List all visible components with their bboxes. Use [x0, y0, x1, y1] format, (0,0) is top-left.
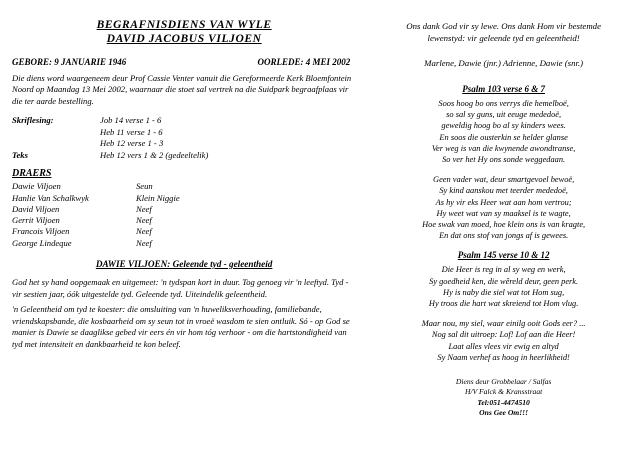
pallbearer-name: Hanlie Van Schalkwyk [12, 192, 89, 203]
verse-line: Die Heer is reg in al sy weg en werk, [441, 265, 566, 275]
verse-line: As hy vir eks Heer wat aan hom vertrou; [435, 197, 572, 207]
verse-line: Geen vader wat, deur smartgevoel bewoë, [433, 175, 575, 185]
birth-date: GEBORE: 9 JANUARIE 1946 [12, 57, 127, 67]
funeral-home-address: H/V Falck & Kransstraat [464, 387, 543, 397]
psalm-heading-1: Psalm 103 verse 6 & 7 [462, 84, 545, 94]
verse-line: Soos hoog bo ons verrys die hemelboë, [438, 99, 569, 108]
thanks-line-2: lewenstyd: vir geleende tyd en geleentheid! [427, 33, 580, 43]
verse-line: Nog sal dit uitroep: Lof! Lof aan die Heer! [431, 330, 576, 340]
funeral-home-block [376, 377, 631, 419]
reading-row [12, 127, 356, 139]
reading-label: Skriflesing: [12, 115, 54, 126]
verse-line: Hy weet wat van sy maaksel is te wagte, [436, 208, 571, 218]
thanks-line-1: Ons dank God vir sy lewe. Ons dank Hom vir bestemde [406, 21, 601, 31]
page-title-line1: BEGRAFNISDIENS VAN WYLE [96, 19, 272, 31]
pallbearer-name: Dawie Viljoen [12, 181, 61, 192]
verse-line: Ver weg is van die kwynende awondtranse, [431, 143, 576, 153]
verse-line: geweldig hoog bo al sy kinders wees. [441, 121, 566, 131]
page-title-line2: DAVID JACOBUS VILJOEN [106, 33, 262, 45]
psalm-heading-2: Psalm 145 verse 10 & 12 [457, 250, 550, 261]
pallbearer-relation: Neef [136, 203, 152, 214]
reading-label: Teks [12, 149, 28, 160]
service-intro-paragraph: Die diens word waargeneem deur Prof Cassie Venter vanuit die Gereformeerde Kerk Bloemfontein Noord op Maandag 13 Mei 2002, waarnaar die stoet sal vertrek na die Suidpark begraafplaas vir die ter aarde bestelling. [12, 73, 352, 106]
reading-row [12, 138, 356, 150]
title-block [12, 18, 356, 47]
verse-line: Maar nou, my siel, waar einilg ooit Gods eer? ... [421, 319, 586, 329]
tribute-paragraph-1: God het sy hand oopgemaak en uitgemeet: 'n tydspan kort in duur. Tog genoeg vir 'n leeftyd. Tyd - vir sestien jaar, óók uitgestelde tyd. Geleende tyd. Uiteindelik geleentheid. [12, 277, 349, 299]
list-item [12, 181, 356, 192]
pallbearer-relation: Neef [136, 215, 152, 226]
list-item [12, 238, 356, 249]
tribute-heading: DAWIE VILJOEN: Geleende tyd - geleentheid [95, 259, 273, 269]
verse-line: Sy Naam verhef as hoog in heerlikheid! [437, 352, 570, 362]
list-item [12, 215, 356, 226]
list-item [12, 193, 356, 204]
reading-label [12, 138, 76, 150]
list-item [12, 226, 356, 237]
reading-reference: Heb 11 verse 1 - 6 [100, 126, 163, 137]
pallbearer-name: Gerrit Viljoen [12, 215, 60, 226]
thanks-block [376, 20, 631, 44]
funeral-home-phone: Tel:051-4474510 [477, 397, 530, 407]
pallbearer-relation: Neef [136, 237, 152, 248]
verse-line: Laat alles vlees vir ewig en altyd [448, 341, 559, 351]
verse-line: so sal sy guns, uit eeuge mededoë, [446, 110, 562, 120]
reading-reference: Job 14 verse 1 - 6 [100, 115, 162, 126]
verse-line: Sy goedheid ken, die wêreld deur, geen perk. [429, 276, 579, 286]
reading-reference: Heb 12 verse 1 - 3 [100, 138, 164, 149]
verse-line: En soos die ousterkin se helder glanse [439, 132, 568, 142]
verse-line: So ver het Hy ons sonde weggedaan. [442, 155, 566, 165]
scripture-readings [12, 115, 356, 161]
list-item [12, 204, 356, 215]
tribute-paragraph-2: 'n Geleentheid om tyd te koester: die omsluiting van 'n huweliksverhouding, familiebande, vriendskapsbande, die kosbaarheid om sy seun tot in vroeë wasdom te sien ontluik. Só - op God se manier is Dawie se daaglikse gebed vir eers én vir hom tóg verhoor - om die hartstondigheid van tyd met intensiteit en dankbaarheid te kon beleef. [12, 304, 350, 349]
reading-row [12, 150, 356, 162]
reading-row [12, 115, 356, 127]
pallbearers-heading: DRAERS [12, 168, 52, 180]
verse-line: Hy troos die hart wat skreiend tot Hom vlug. [428, 299, 579, 309]
verse-line: Hy is naby die siel wat tot Hom sug, [443, 287, 565, 297]
psalm-verse-4 [376, 318, 631, 363]
left-column [12, 10, 362, 447]
pallbearers-list [12, 181, 356, 249]
reading-label [12, 127, 76, 139]
verse-line: Hoe swak van moed, hoe klein ons is van kragte, [422, 220, 586, 230]
dates-line [12, 57, 356, 67]
pallbearer-name: Francois Viljoen [12, 226, 70, 237]
pallbearer-relation: Klein Niggie [136, 192, 180, 203]
pallbearer-name: David Viljoen [12, 203, 60, 214]
psalm-verse-1 [376, 98, 631, 165]
verse-line: Sy kind aanskou met teerder mededoë, [439, 186, 568, 196]
funeral-home-slogan: Ons Gee Om!!! [479, 408, 529, 418]
pallbearer-relation: Neef [136, 226, 152, 237]
pallbearer-name: George Lindeque [12, 237, 72, 248]
psalm-verse-2 [376, 174, 631, 241]
pallbearer-relation: Seun [136, 181, 153, 192]
family-signatures: Marlene, Dawie (jnr.) Adrienne, Dawie (snr.) [424, 58, 584, 68]
psalm-verse-3 [376, 264, 631, 309]
death-date: OORLEDE: 4 MEI 2002 [257, 57, 351, 67]
funeral-home-name: Diens deur Grobbelaar / Salfas [455, 377, 552, 387]
reading-reference: Heb 12 vers 1 & 2 (gedeeltelik) [100, 149, 209, 160]
right-column [372, 10, 631, 447]
verse-line: En dat ons stof van jongs af is gewees. [439, 231, 569, 241]
